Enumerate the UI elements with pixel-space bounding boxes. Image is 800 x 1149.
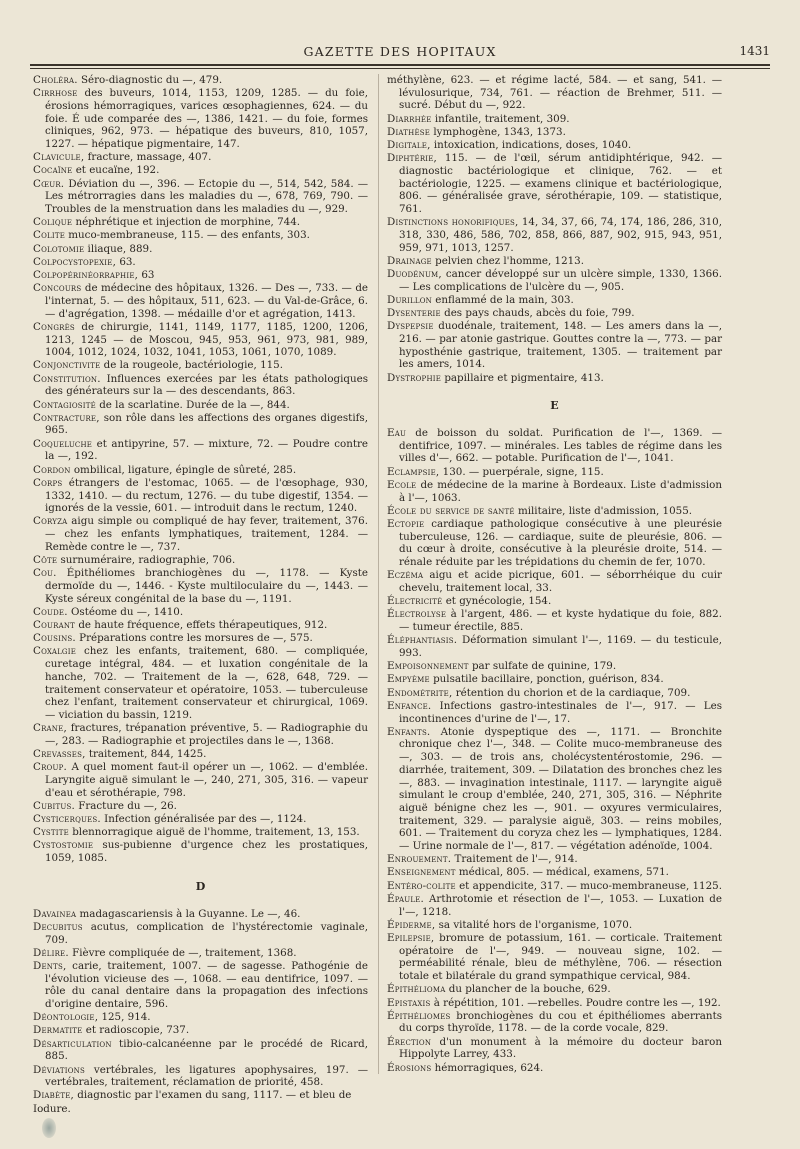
index-entry	[387, 466, 722, 479]
entry-heading: Contagiosité	[33, 398, 96, 411]
entry-text: Préparations contre les morsures de —, 575.	[75, 632, 313, 645]
entry-heading: Duodénum,	[387, 268, 442, 281]
entry-text: et appendicite, 317. — muco-membraneuse, 1125.	[455, 879, 722, 892]
entry-text: infantile, traitement, 309.	[431, 112, 570, 125]
entry-text: de la rougeole, bactériologie, 115.	[100, 359, 284, 372]
entry-heading: Éléphantiasis.	[387, 634, 458, 647]
index-entry	[387, 687, 722, 700]
entry-text: Déviation du —, 396. — Ectopie du —, 514, 542, 584. — Les métrorragies dans les maladies du —, 678, 769, 790. — Troubles de la menstruation dans les maladies du —, 929.	[45, 177, 368, 216]
entry-heading: Distinctions honorifiques,	[387, 216, 519, 229]
entry-heading: Diathèse	[387, 125, 431, 138]
entry-heading: Cirrhose	[33, 87, 78, 100]
entry-text: Déformation simulant l'—, 1169. — du testicule, 993.	[399, 634, 722, 660]
entry-text: méthylène, 623. — et régime lacté, 584. — et sang, 541. — lévulosurique, 734, 761. — réaction de Brehmer, 511. — sucré. Début du —, 922.	[387, 74, 722, 112]
index-entry	[387, 216, 722, 254]
index-entry	[33, 761, 368, 799]
entry-text: Séro-diagnostic du —, 479.	[77, 74, 223, 86]
entry-text: vertébrales, les ligatures apophysaires, 197. — vertébrales, traitement, réclamation de priorité, 458.	[45, 1063, 368, 1089]
index-entry	[33, 256, 368, 269]
section-letter: D	[195, 879, 206, 893]
index-entry	[387, 1010, 722, 1035]
entry-text: ombilical, ligature, épingle de sûreté, 285.	[70, 463, 297, 476]
entry-text: cardiaque pathologique consécutive à une pleurésie tuberculeuse, 126. — cardiaque, suite de pleurésie, 806. — du cœur à droite, consécutive à la pleurésie droite, 514. — rénale réduite par les trépidations du chemin de fer, 1070.	[399, 518, 722, 569]
index-entry	[33, 908, 368, 921]
entry-heading: Cousins.	[33, 632, 76, 645]
entry-heading: Drainage	[387, 254, 432, 267]
index-entry	[387, 152, 722, 216]
index-entry	[387, 569, 722, 594]
index-entry	[387, 307, 722, 320]
right-column	[387, 74, 722, 1075]
entry-heading: Epistaxis	[387, 996, 431, 1009]
entry-heading: Coryza	[33, 515, 68, 528]
entry-text: pelvien chez l'homme, 1213.	[431, 254, 584, 267]
entry-heading: Congrès	[33, 320, 75, 333]
entry-heading: Érosions	[387, 1061, 432, 1074]
index-entry	[387, 866, 722, 879]
entry-heading: Eczéma	[387, 569, 424, 582]
entry-text: 125, 914.	[98, 1011, 151, 1024]
index-entry	[387, 479, 722, 504]
entry-text: Infection généralisée par des —, 1124.	[100, 813, 307, 826]
entry-heading: Épiderme,	[387, 918, 436, 931]
index-entry	[387, 932, 722, 983]
entry-heading: Colique	[33, 216, 73, 229]
entry-text: surnuméraire, radiographie, 706.	[57, 554, 236, 567]
index-entry	[387, 294, 722, 307]
entry-heading: Davainea	[33, 907, 77, 920]
entry-text: Fièvre compliquée de —, traitement, 1368.	[68, 946, 297, 959]
entry-text: diagnostic par l'examen du sang, 1117. — et bleu de	[73, 1089, 352, 1102]
entry-text: Fracture du —, 26.	[74, 799, 177, 812]
index-entry	[387, 919, 722, 932]
index-entry	[33, 748, 368, 761]
section-letter: E	[550, 399, 559, 413]
entry-heading: Cubitus.	[33, 799, 75, 812]
entry-text: chez les enfants, traitement, 680. — compliquée, curetage intégral, 484. — et luxation congénitale de la hanche, 702. — Traitement de la —, 628, 648, 729. — traitement conservateur et opératoire, 1053. — tuberculeuse chez l'enfant, traitement conservateur et chirurgical, 1069. — viciation du bassin, 1219.	[45, 645, 368, 721]
index-entry	[33, 399, 368, 412]
entry-text: par sulfate de quinine, 179.	[468, 660, 617, 673]
header-rule-thin	[30, 68, 770, 69]
entry-heading: Empoisonnement	[387, 660, 469, 673]
entry-heading: Côte	[33, 554, 58, 567]
entry-heading: Cocaïne	[33, 164, 73, 177]
entry-text: blennorragique aiguë de l'homme, traitement, 13, 153.	[68, 826, 360, 839]
index-entry	[387, 1036, 722, 1061]
entry-text: enflammé de la main, 303.	[431, 293, 574, 306]
entry-heading: Délire.	[33, 946, 69, 959]
index-entry	[33, 464, 368, 477]
entry-text: Traitement de l'—, 914.	[451, 853, 578, 866]
entry-text: cancer développé sur un ulcère simple, 1330, 1366. — Les complications de l'ulcère du —, 905.	[399, 268, 722, 293]
entry-heading: Eclampsie,	[387, 465, 440, 478]
entry-text: fracture, massage, 407.	[84, 151, 212, 164]
index-entry	[33, 151, 368, 164]
entry-heading: Électrolyse	[387, 608, 447, 621]
entry-heading: Cou.	[33, 567, 57, 580]
entry-text: iliaque, 889.	[84, 242, 153, 255]
entry-heading: Enfance.	[387, 699, 432, 712]
entry-heading: Clavicule,	[33, 151, 85, 164]
entry-heading: Diarrhée	[387, 112, 432, 125]
entry-text: bromure de potassium, 161. — corticale. Traitement opératoire de l'—, 949. — nouveau signe, 102. — perméabilité rénale, bleu de méthylène, 706. — résection totale et bilatérale du grand sympathique cervical, 984.	[399, 932, 722, 983]
journal-title: GAZETTE DES HOPITAUX	[303, 44, 497, 59]
entry-text: sa vitalité hors de l'organisme, 1070.	[435, 918, 633, 931]
index-entry	[33, 722, 368, 747]
index-entry	[33, 216, 368, 229]
entry-heading: Colpopérinéorraphie,	[33, 269, 139, 282]
index-entry	[33, 960, 368, 1011]
index-entry	[33, 74, 368, 87]
index-entry	[33, 567, 368, 605]
entry-text: lymphogène, 1343, 1373.	[430, 125, 566, 138]
entry-heading: Colite	[33, 229, 66, 242]
index-entry	[387, 700, 722, 725]
index-entry	[33, 229, 368, 242]
index-entry	[387, 660, 722, 673]
entry-heading: Eau	[387, 427, 407, 440]
entry-heading: Ectopie	[387, 518, 425, 530]
index-entry	[33, 554, 368, 567]
index-entry	[387, 880, 722, 893]
entry-text: et eucaïne, 192.	[72, 164, 160, 177]
index-entry	[387, 372, 722, 385]
entry-text: de boisson du soldat. Purification de l'—, 1369. — dentifrice, 1097. — minérales. Les tables de régime dans les villes d'—, 662. — potable. Purification de l'—, 1041.	[399, 427, 722, 465]
index-entry	[387, 74, 722, 112]
entry-heading: Enrouement.	[387, 853, 452, 866]
entry-text: 63	[138, 269, 155, 282]
entry-heading: Croup.	[33, 761, 67, 774]
index-entry	[387, 983, 722, 996]
entry-heading: Déviations	[33, 1063, 85, 1076]
entry-heading: Dyspepsie	[387, 320, 434, 333]
entry-heading: Digitale,	[387, 139, 431, 152]
index-entry	[33, 826, 368, 839]
entry-heading: Conjonctivite	[33, 359, 101, 372]
entry-heading: Courant	[33, 619, 76, 632]
entry-text: carie, traitement, 1007. — de sagesse. Pathogénie de l'évolution vicieuse des —, 1068. — eau dentifrice, 1097. — rôle du canal dentaire dans la propagation des infections d'origine dentaire, 596.	[45, 959, 368, 1011]
index-entry	[33, 321, 368, 359]
entry-heading: Enfants.	[387, 725, 431, 738]
entry-heading: Coqueluche	[33, 437, 93, 450]
index-entry	[33, 619, 368, 632]
entry-heading: Epilepsie,	[387, 932, 435, 944]
entry-text: à l'argent, 486. — et kyste hydatique du foie, 882. — tumeur érectile, 885.	[399, 608, 722, 634]
page-stain	[42, 1118, 56, 1138]
index-entry	[33, 1011, 368, 1024]
entry-text: des pays chauds, abcès du foie, 799.	[440, 307, 635, 320]
entry-text: à répétition, 101. —rebelles. Poudre contre les —, 192.	[430, 996, 721, 1009]
entry-heading: Dystrophie	[387, 371, 442, 384]
entry-text: Influences exercées par les états pathologiques des générateurs sur la — des descendants, 863.	[45, 372, 368, 398]
index-entry	[33, 178, 368, 216]
entry-text: Atonie dyspeptique des —, 1171. — Bronchite chronique chez l'—, 348. — Colite muco-membraneuse des —, 303. — de trois ans, cholécystentérostomie, 296. — diarrhée, traitement, 309. — Dilatation des bronches chez les —, 883. — invagination intestinale, 1117. — laryngite aiguë simulant le croup d'emblée, 240, 271, 305, 316. — Néphrite aiguë bénigne chez les —, 901. — oxyures vermiculaires, traitement, 329. — paralysie aiguë, 303. — reins mobiles, 601. — Traitement du coryza chez les — lymphatiques, 1284. — Urine normale de l'—, 817. — végétation adénoïde, 1004.	[399, 725, 722, 853]
entry-text: A quel moment faut-il opérer un —, 1062. — d'emblée. Laryngite aiguë simulant le —, 240, 271, 305, 316. — vapeur d'eau et sérothérapie, 798.	[45, 761, 368, 799]
index-entry	[387, 126, 722, 139]
entry-text: Infections gastro-intestinales de l'—, 917. — Les incontinences d'urine de l'—, 17.	[399, 699, 722, 725]
entry-heading: Cystite	[33, 826, 69, 839]
entry-text: Ostéome du —, 1410.	[67, 605, 184, 618]
entry-heading: Enseignement	[387, 866, 456, 879]
entry-heading: Érection	[387, 1035, 432, 1048]
index-entry	[33, 645, 368, 721]
entry-text: d'un monument à la mémoire du docteur baron Hippolyte Larrey, 433.	[399, 1035, 722, 1061]
index-entry	[33, 1064, 368, 1089]
entry-heading: Durillon	[387, 293, 432, 306]
entry-text: sus-pubienne d'urgence chez les prostatiques, 1059, 1085.	[45, 839, 368, 865]
index-entry	[387, 255, 722, 268]
index-entry	[33, 373, 368, 398]
index-entry	[387, 997, 722, 1010]
entry-heading: Épithélioma	[387, 983, 446, 996]
entry-text: aigu simple ou compliqué de hay fever, traitement, 376. — chez les enfants lymphatiques, traitement, 1284. — Remède contre le —, 737.	[45, 515, 368, 553]
index-entry	[33, 1038, 368, 1063]
index-entry	[387, 726, 722, 853]
index-entry	[387, 893, 722, 918]
entry-heading: Contracture,	[33, 411, 100, 424]
entry-heading: Cordon	[33, 463, 71, 476]
column-divider	[378, 74, 379, 1074]
entry-text: acutus, complication de l'hystérectomie vaginale, 709.	[45, 920, 368, 946]
entry-heading: Déontologie,	[33, 1011, 99, 1024]
header-rule	[30, 64, 770, 66]
index-entry	[33, 813, 368, 826]
entry-heading: Empyème	[387, 673, 430, 686]
entry-heading: Decubitus	[33, 920, 83, 933]
entry-text: de haute fréquence, effets thérapeutiques, 912.	[75, 619, 328, 632]
entry-text: bronchiogènes du cou et épithéliomes aberrants du corps thyroïde, 1178. — de la corde vocale, 829.	[399, 1009, 722, 1035]
index-entry	[387, 518, 722, 569]
index-entry	[33, 606, 368, 619]
entry-text: rétention du chorion et de la cardiaque, 709.	[452, 686, 691, 699]
index-entry	[387, 595, 722, 608]
entry-text: du plancher de la bouche, 629.	[445, 983, 611, 996]
entry-text: militaire, liste d'admission, 1055.	[514, 504, 693, 517]
left-column	[33, 74, 368, 1116]
entry-heading: Crane,	[33, 722, 67, 735]
index-entry	[387, 673, 722, 686]
index-entry	[387, 634, 722, 659]
entry-heading: Endométrite,	[387, 686, 453, 699]
index-entry	[33, 243, 368, 256]
entry-heading: Crevasses,	[33, 748, 86, 761]
index-entry	[387, 320, 722, 371]
index-entry	[387, 113, 722, 126]
entry-text: et antipyrine, 57. — mixture, 72. — Poudre contre la —, 192.	[45, 437, 368, 463]
entry-heading: Concours	[33, 282, 82, 295]
entry-text: madagascariensis à la Guyanne. Le —, 46.	[76, 907, 301, 920]
entry-text: papillaire et pigmentaire, 413.	[441, 371, 604, 384]
entry-text: intoxication, indications, doses, 1040.	[430, 139, 632, 152]
index-entry	[387, 853, 722, 866]
index-entry	[387, 139, 722, 152]
index-entry	[387, 268, 722, 293]
entry-text: de la scarlatine. Durée de la —, 844.	[95, 398, 290, 411]
index-entry	[33, 282, 368, 320]
entry-heading: Ecole	[387, 478, 417, 491]
entry-text: 130. — puerpérale, signe, 115.	[439, 465, 604, 478]
entry-text: fractures, trépanation préventive, 5. — Radiographie du —, 283. — Radiographie et projectiles dans le —, 1368.	[45, 722, 368, 747]
entry-text: de chirurgie, 1141, 1149, 1177, 1185, 1200, 1206, 1213, 1245 — de Moscou, 945, 953, 961, 973, 981, 989, 1004, 1012, 1024, 1032, 1041, 1053, 1061, 1070, 1089.	[45, 320, 368, 359]
entry-heading: Entéro-colite	[387, 879, 456, 892]
entry-text: 14, 34, 37, 66, 74, 174, 186, 286, 310, 318, 330, 486, 586, 702, 858, 866, 887, 902, 915, 943, 951, 959, 971, 1013, 1257.	[399, 216, 722, 254]
entry-heading: Dermatite	[33, 1024, 83, 1037]
entry-heading: Colotomie	[33, 242, 85, 255]
entry-text: hémorragiques, 624.	[431, 1061, 544, 1074]
entry-text: des buveurs, 1014, 1153, 1209, 1285. — du foie, érosions hémorragiques, varices œsophagiennes, 624. — du foie. É ude comparée des —, 1386, 1421. — du foie, formes cliniques, 962, 973. — hépatique des buveurs, 810, 1057, 1227. — hépatique pigmentaire, 147.	[45, 87, 368, 151]
index-entry	[33, 87, 368, 151]
entry-continuation: Iodure.	[33, 1102, 71, 1115]
entry-heading: Épithéliomes	[387, 1009, 451, 1022]
entry-text: médical, 805. — médical, examens, 571.	[455, 866, 669, 879]
index-entry	[33, 477, 368, 515]
entry-heading: Épaule.	[387, 892, 424, 905]
entry-heading: Choléra.	[33, 74, 78, 86]
entry-text: traitement, 844, 1425.	[85, 748, 207, 761]
index-entry	[33, 515, 368, 553]
index-entry	[33, 800, 368, 813]
entry-text: étrangers de l'estomac, 1065. — de l'œsophage, 930, 1332, 1410. — du rectum, 1276. — du tube digestif, 1354. — ignorés de la vessie, 601. — introduit dans le rectum, 1240.	[45, 476, 368, 515]
entry-text: Épithéliomes branchiogènes du —, 1178. — Kyste dermoïde du —, 1446. - Kyste multiloculaire du —, 1443. — Kyste séreux congénital de la base du —, 1191.	[45, 567, 368, 605]
entry-heading: École du service de santé	[387, 504, 515, 517]
entry-text: duodénale, traitement, 148. — Les amers dans la —, 216. — par atonie gastrique. Gouttes contre la —, 773. — par hyposthénie gastrique, traitement, 1305. — traitement par les amers, 1014.	[399, 320, 722, 371]
page-header	[30, 44, 770, 62]
index-entry	[33, 632, 368, 645]
entry-heading: Coxalgie	[33, 645, 76, 658]
entry-heading: Cysticerques.	[33, 813, 101, 826]
entry-heading: Électricité	[387, 595, 443, 608]
index-entry	[33, 1089, 368, 1102]
index-entry	[33, 839, 368, 864]
index-entry	[387, 505, 722, 518]
index-entry	[33, 412, 368, 437]
entry-heading: Dysenterie	[387, 307, 441, 320]
entry-text: 63.	[116, 255, 136, 268]
entry-text: pulsatile bacillaire, ponction, guérison, 834.	[429, 673, 664, 686]
entry-heading: Colpocystopexie,	[33, 255, 117, 268]
index-entry	[387, 427, 722, 465]
entry-heading: Coude.	[33, 605, 68, 618]
index-entry	[33, 947, 368, 960]
entry-text: Arthrotomie et résection de l'—, 1053. — Luxation de l'—, 1218.	[399, 892, 722, 918]
entry-text: tibio-calcanéenne par le procédé de Ricard, 885.	[45, 1037, 368, 1063]
entry-heading: Diabète,	[33, 1089, 74, 1102]
entry-text: de médecine des hôpitaux, 1326. — Des —, 733. — de l'internat, 5. — des hôpitaux, 511, 623. — du Val-de-Grâce, 6. — d'agrégation, 1398. — médaille d'or et agrégation, 1413.	[45, 282, 368, 320]
entry-text: néphrétique et injection de morphine, 744.	[72, 216, 301, 229]
entry-heading: Constitution.	[33, 372, 101, 385]
entry-text: 115. — de l'œil, sérum antidiphtérique, 942. — diagnostic bactériologique et clinique, 762. — et bactériologie, 1225. — examens clinique et bactériologique, 806. — généralisée grave, sérothérapie, 109. — statistique, 761.	[399, 152, 722, 216]
index-entry	[33, 359, 368, 372]
entry-text: muco-membraneuse, 115. — des enfants, 303.	[65, 229, 310, 242]
entry-heading: Cystostomie	[33, 839, 94, 852]
entry-heading: Désarticulation	[33, 1037, 112, 1050]
entry-text: aigu et acide picrique, 601. — séborrhéique du cuir chevelu, traitement local, 33.	[399, 569, 722, 595]
entry-heading: Corps	[33, 476, 63, 489]
index-entry	[33, 164, 368, 177]
index-entry	[33, 438, 368, 463]
entry-text: de médecine de la marine à Bordeaux. Liste d'admission à l'—, 1063.	[399, 478, 722, 504]
index-entry	[33, 921, 368, 946]
entry-heading: Diphtérie,	[387, 152, 438, 165]
entry-text: et gynécologie, 154.	[442, 595, 552, 608]
index-entry	[33, 1024, 368, 1037]
entry-heading: Cœur.	[33, 177, 65, 190]
page-number: 1431	[739, 44, 770, 58]
entry-text: et radioscopie, 737.	[82, 1024, 190, 1037]
index-entry	[387, 608, 722, 633]
entry-text: son rôle dans les affections des organes digestifs, 965.	[45, 411, 368, 437]
index-entry	[387, 1062, 722, 1075]
index-entry	[33, 269, 368, 282]
entry-heading: Dents,	[33, 959, 67, 972]
